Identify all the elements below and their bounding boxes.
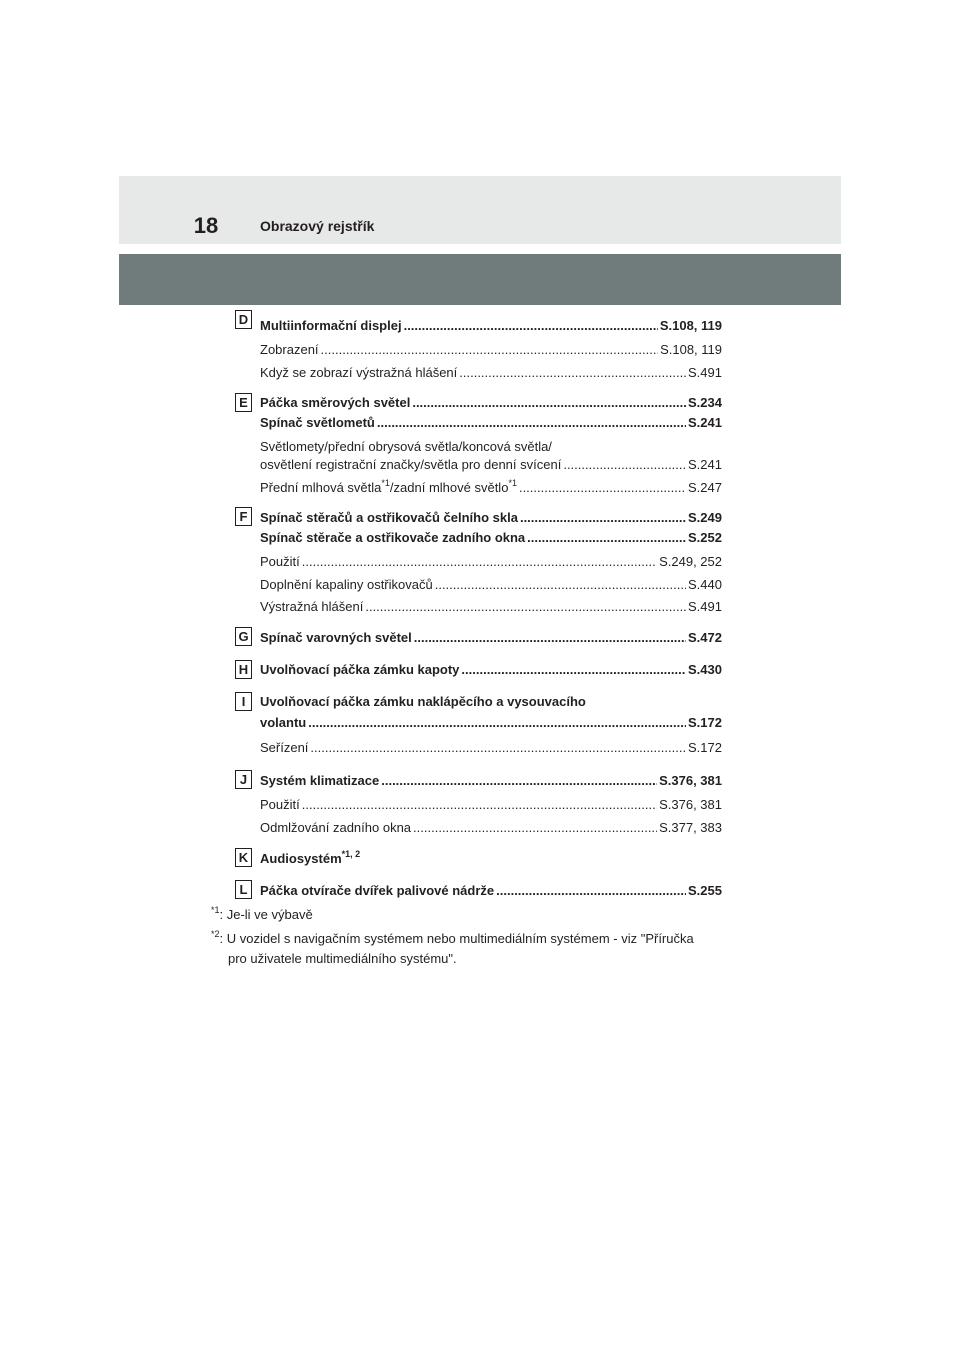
footnote-1: $^{*1}$: Je-li ve výbavě <box>211 904 313 922</box>
entry-spinac-svetlometu[interactable] <box>260 415 722 431</box>
entry-zobrazeni[interactable] <box>260 342 722 358</box>
entry-page: S.255 <box>688 883 722 898</box>
entry-packa-palivove-nadrze[interactable] <box>260 883 722 899</box>
entry-page: S.108, 119 <box>659 318 722 333</box>
entry-label: Páčka směrových světel <box>260 395 411 410</box>
entry-page: S.234 <box>688 395 722 410</box>
entry-system-klimatizace[interactable] <box>260 773 722 789</box>
header-band <box>119 176 841 244</box>
entry-page: S.430 <box>688 662 722 677</box>
entry-label: Spínač stěračů a ostřikovačů čelního skla <box>260 510 518 525</box>
entry-page: S.249, 252 <box>659 554 722 569</box>
entry-page: S.472 <box>688 630 722 645</box>
entry-label: Když se zobrazí výstražná hlášení <box>260 365 458 380</box>
entry-odmlzovani[interactable] <box>260 820 722 836</box>
entry-vystrazna-hlaseni-f[interactable] <box>260 599 722 615</box>
letter-box-g: G <box>235 627 252 646</box>
entry-svetlomety-line1: Světlomety/přední obrysová světla/koncová světla/ <box>260 439 552 454</box>
entry-pouziti-klimatizace[interactable] <box>260 797 722 813</box>
entry-page: S.377, 383 <box>659 820 722 835</box>
entry-label: Použití <box>260 797 300 812</box>
entry-label: osvětlení registrační značky/světla pro denní svícení <box>260 457 562 472</box>
entry-packa-smerovych-svetel[interactable] <box>260 395 722 411</box>
entry-label: Zobrazení <box>260 342 319 357</box>
entry-page: S.241 <box>688 457 722 472</box>
section-gray-bar <box>119 254 841 305</box>
entry-spinac-varovnych-svetel[interactable] <box>260 630 722 646</box>
entry-page: S.108, 119 <box>660 342 722 357</box>
entry-page: S.241 <box>688 415 722 430</box>
entry-label: Seřízení <box>260 740 309 755</box>
entry-audiosystem[interactable]: Audiosystém$^{*1, 2}$ <box>260 848 361 866</box>
page-number: 18 <box>193 213 219 238</box>
letter-box-i: I <box>235 692 252 711</box>
entry-label: Výstražná hlášení <box>260 599 364 614</box>
entry-label: Spínač stěrače a ostřikovače zadního okna <box>260 530 526 545</box>
entry-page: S.172 <box>688 715 722 730</box>
letter-box-h: H <box>235 660 252 679</box>
entry-pouziti-steracu[interactable] <box>260 554 722 570</box>
entry-uvolnovaci-packa-kapoty[interactable] <box>260 662 722 678</box>
entry-label: Páčka otvírače dvířek palivové nádrže <box>260 883 495 898</box>
footnote-2: $^{*2}$: U vozidel s navigačním systémem nebo multimediálním systémem - viz "Příručka <box>211 928 694 946</box>
entry-svetlomety[interactable] <box>260 457 722 473</box>
entry-label: Doplnění kapaliny ostřikovačů <box>260 577 433 592</box>
entry-page: S.376, 381 <box>659 773 722 788</box>
entry-volantu[interactable] <box>260 715 722 731</box>
letter-box-k: K <box>235 848 252 867</box>
entry-label: Systém klimatizace <box>260 773 380 788</box>
entry-multiinformacni-displej[interactable] <box>260 318 722 334</box>
letter-box-f: F <box>235 507 252 526</box>
entry-label: Použití <box>260 554 300 569</box>
entry-label: Přední mlhová světla$^{*1}$/zadní mlhové světlo$^{*1}$ <box>260 477 517 495</box>
footnote-2-continued: pro uživatele multimediálního systému". <box>228 951 457 966</box>
header-title: Obrazový rejstřík <box>260 218 375 234</box>
letter-box-l: L <box>235 880 252 899</box>
entry-volant-line1: Uvolňovací páčka zámku naklápěcího a vysouvacího <box>260 694 586 709</box>
entry-label: Multiinformační displej <box>260 318 402 333</box>
entry-page: S.491 <box>688 365 722 380</box>
entry-label: volantu <box>260 715 307 730</box>
entry-page: S.252 <box>688 530 722 545</box>
entry-label: Spínač varovných světel <box>260 630 412 645</box>
entry-spinac-steracu-celniho[interactable] <box>260 510 722 526</box>
entry-label: Spínač světlometů <box>260 415 375 430</box>
entry-doplneni-kapaliny[interactable] <box>260 577 722 593</box>
entry-page: S.249 <box>688 510 722 525</box>
entry-page: S.172 <box>688 740 722 755</box>
entry-mlhova-svetla[interactable] <box>260 477 722 496</box>
entry-label: Uvolňovací páčka zámku kapoty <box>260 662 460 677</box>
letter-box-d: D <box>235 310 252 329</box>
entry-page: S.440 <box>688 577 722 592</box>
entry-label: Odmlžování zadního okna <box>260 820 412 835</box>
entry-page: S.376, 381 <box>659 797 722 812</box>
letter-box-e: E <box>235 393 252 412</box>
entry-spinac-sterace-zadniho[interactable] <box>260 530 722 546</box>
letter-box-j: J <box>235 770 252 789</box>
entry-page: S.491 <box>688 599 722 614</box>
entry-serizeni[interactable] <box>260 740 722 756</box>
entry-page: S.247 <box>688 480 722 495</box>
entry-vystrazna-hlaseni[interactable] <box>260 365 722 381</box>
